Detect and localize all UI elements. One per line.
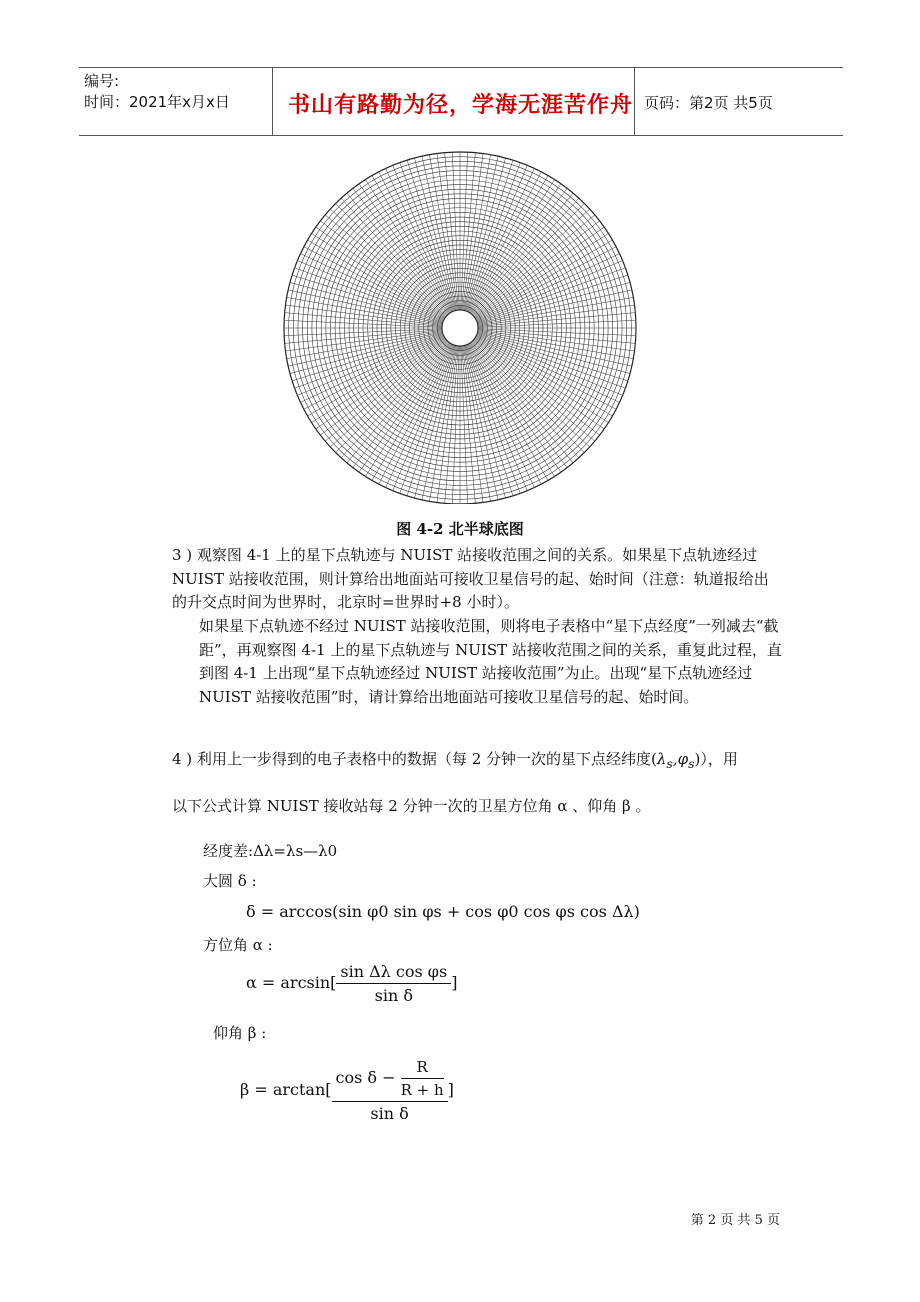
header-divider-left xyxy=(272,67,273,135)
step4-line-1 xyxy=(172,748,792,776)
step4-text-a: 4 ) 利用上一步得到的电子表格中的数据（每 2 分钟一次的星下点经纬度( xyxy=(172,750,657,768)
longitude-line xyxy=(308,240,445,319)
longitude-line xyxy=(469,176,548,313)
beta-inner-numerator: R xyxy=(401,1058,444,1079)
longitude-line xyxy=(372,344,451,481)
lon-diff-formula xyxy=(203,840,337,861)
figure-caption: 图 4-2 北半球底图 xyxy=(396,520,524,538)
step4-text-b: )），用 xyxy=(694,750,738,768)
alpha-rhs: ] xyxy=(451,973,458,992)
beta-rhs: ] xyxy=(447,1080,454,1099)
alpha-fraction xyxy=(336,962,451,1005)
page-indicator: 页码：第2页 共5页 xyxy=(644,94,773,112)
longitude-line xyxy=(308,337,445,416)
alpha-denominator: sin δ xyxy=(374,986,413,1005)
longitude-line xyxy=(469,344,548,481)
alpha-lhs: α = arcsin[ xyxy=(246,973,337,992)
alpha-equation xyxy=(246,962,457,1005)
beta-inner-denominator: R + h xyxy=(400,1081,444,1099)
header-divider-right xyxy=(634,67,635,135)
beta-numerator xyxy=(332,1058,448,1102)
step3-paragraph-2: 如果星下点轨迹不经过 NUIST 站接收范围，则将电子表格中“星下点经度”一列减去“截距”，再观察图 4-1 上的星下点轨迹与 NUIST 站接收范围之间的关系，重复此过程，直到图 4-1 上出现“星下点轨迹经过 NUIST 站接收范围”为止。出现“星下点轨迹经过 NUIST 站接收范围”时，请计算给出地面站可接收卫星信号的起、始时间。 xyxy=(199,617,782,706)
beta-lhs: β = arctan[ xyxy=(240,1080,332,1099)
alpha-numerator: sin Δλ cos φs xyxy=(336,962,451,984)
northern-hemisphere-polar-grid xyxy=(282,148,638,504)
header-top-rule xyxy=(79,67,843,68)
beta-denominator: sin δ xyxy=(370,1104,409,1123)
lon-diff-eq: Δλ=λs—λ0 xyxy=(253,842,338,860)
beta-fraction xyxy=(332,1058,448,1123)
doc-time-label: 时间：2021年x月x日 xyxy=(84,93,230,111)
lon-diff-label: 经度差: xyxy=(203,842,254,860)
step4-line-2: 以下公式计算 NUIST 接收站每 2 分钟一次的卫星方位角 α 、仰角 β 。 xyxy=(172,797,651,815)
delta-equation: δ = arccos(sin φ0 sin φs + cos φ0 cos φs cos Δλ) xyxy=(246,902,640,921)
longitude-line xyxy=(372,176,451,313)
great-circle-label: 大圆 δ : xyxy=(203,872,257,890)
header-bottom-rule xyxy=(79,135,843,136)
beta-inner-fraction xyxy=(401,1058,444,1099)
step4-symbols: $\lambda_s,\varphi_s$ xyxy=(656,750,695,771)
beta-equation xyxy=(240,1058,454,1123)
azimuth-label: 方位角 α : xyxy=(203,936,273,954)
doc-number-label: 编号: xyxy=(84,72,120,90)
footer-page-number: 第 2 页 共 5 页 xyxy=(690,1213,780,1228)
longitude-line xyxy=(476,240,613,319)
beta-num-text: cos δ − xyxy=(335,1068,396,1087)
elevation-label: 仰角 β : xyxy=(213,1024,267,1042)
header-motto: 书山有路勤为径，学海无涯苦作舟 xyxy=(288,93,634,118)
step3-paragraph-1: 3 ) 观察图 4-1 上的星下点轨迹与 NUIST 站接收范围之间的关系。如果星下点轨迹经过 NUIST 站接收范围，则计算给出地面站可接收卫星信号的起、始时间（注意：轨道报给出的升交点时间为世界时，北京时=世界时+8 小时）。 xyxy=(172,546,769,611)
longitude-line xyxy=(476,337,613,416)
